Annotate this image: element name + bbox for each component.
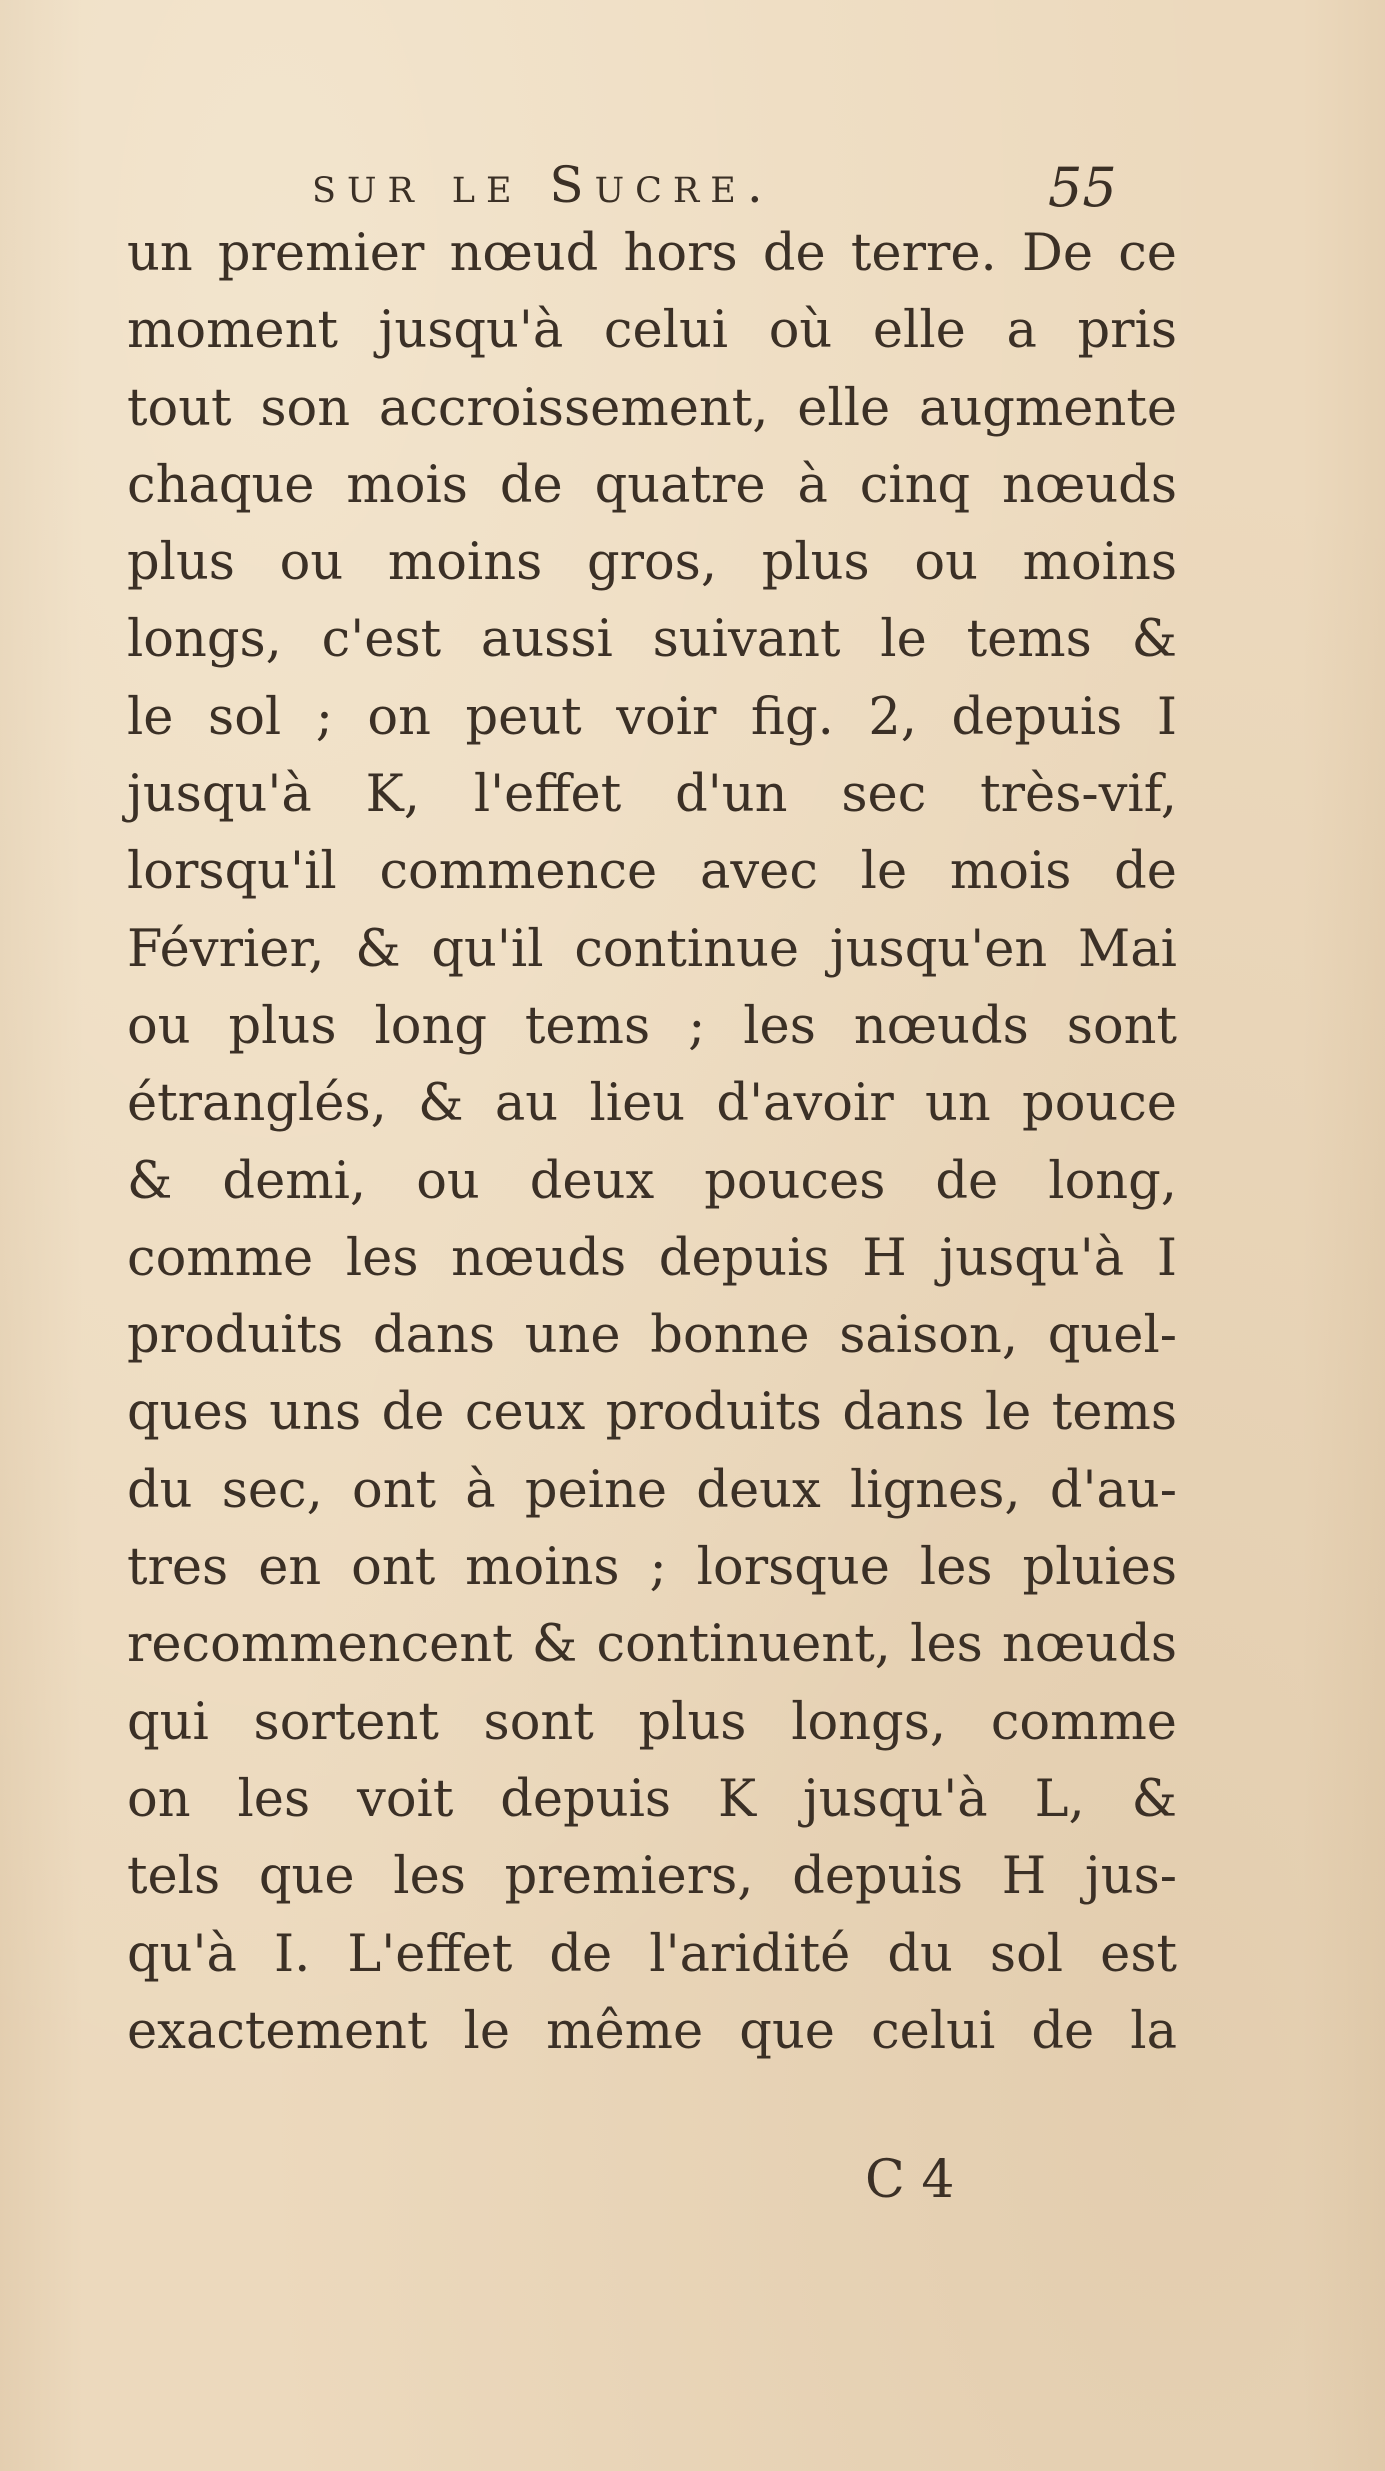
signature-mark: C 4 — [865, 2150, 955, 2210]
text-line: lorsqu'il commence avec le mois de — [127, 842, 1177, 902]
text-line: Février, & qu'il continue jusqu'en Mai — [127, 919, 1177, 979]
text-line: jusqu'à K, l'effet d'un sec très-vif, — [127, 765, 1177, 825]
text-line: longs, c'est aussi suivant le tems & — [127, 610, 1177, 670]
page-number: 55 — [1048, 156, 1117, 219]
text-line: produits dans une bonne saison, quel- — [127, 1306, 1177, 1366]
running-head: sur le Sucre. — [312, 156, 774, 214]
text-line: comme les nœuds depuis H jusqu'à I — [127, 1228, 1177, 1288]
text-line: qu'à I. L'effet de l'aridité du sol est — [127, 1924, 1177, 1984]
body-text — [127, 215, 1177, 2070]
text-line: & demi, ou deux pouces de long, — [127, 1151, 1177, 1211]
text-line: étranglés, & au lieu d'avoir un pouce — [127, 1074, 1177, 1134]
text-line: ou plus long tems ; les nœuds sont — [127, 996, 1177, 1056]
text-line: recommencent & continuent, les nœuds — [127, 1615, 1177, 1675]
text-line: du sec, ont à peine deux lignes, d'au- — [127, 1460, 1177, 1520]
text-line: un premier nœud hors de terre. De ce — [127, 224, 1177, 283]
page-header — [0, 150, 1385, 220]
text-line: tres en ont moins ; lorsque les pluies — [127, 1538, 1177, 1598]
text-line: ques uns de ceux produits dans le tems — [127, 1383, 1177, 1443]
text-line: moment jusqu'à celui où elle a pris — [127, 301, 1177, 361]
text-line: tout son accroissement, elle augmente — [127, 378, 1177, 438]
text-line: le sol ; on peut voir fig. 2, depuis I — [127, 687, 1177, 747]
text-line: chaque mois de quatre à cinq nœuds — [127, 455, 1177, 515]
text-line: exactement le même que celui de la — [127, 2001, 1177, 2061]
text-line: qui sortent sont plus longs, comme — [127, 1692, 1177, 1752]
text-line: on les voit depuis K jusqu'à L, & — [127, 1769, 1177, 1829]
text-line: plus ou moins gros, plus ou moins — [127, 533, 1177, 593]
text-line: tels que les premiers, depuis H jus- — [127, 1847, 1177, 1907]
